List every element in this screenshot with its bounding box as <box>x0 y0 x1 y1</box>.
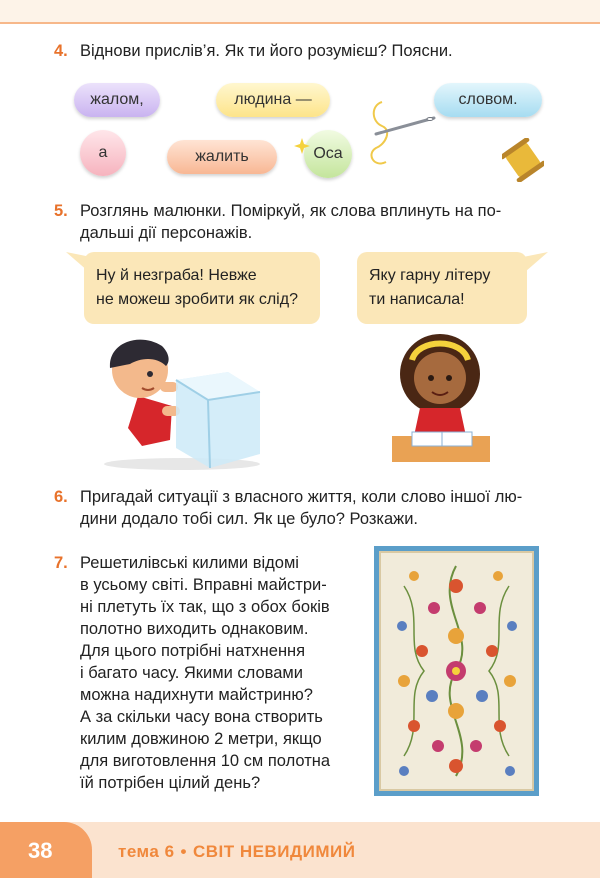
thread-spool-icon <box>502 138 544 182</box>
task-number: 4. <box>54 42 68 60</box>
word-pill[interactable]: а <box>80 130 126 176</box>
boy-illustration <box>100 336 265 470</box>
task-text: Пригадай ситуації з власного життя, коли слово іншої лю- дини додало тобі сил. Як це було? Розкажи. <box>80 488 523 528</box>
word-pill[interactable]: жалить <box>167 140 277 174</box>
task-5 <box>54 200 554 244</box>
task-text: Розглянь малюнки. Поміркуй, як слова вплинуть на по- дальші дії персонажів. <box>80 202 502 242</box>
task-number: 7. <box>54 554 68 572</box>
sparkle-icon <box>292 136 312 156</box>
page-number: 38 <box>28 838 53 863</box>
task-text: Віднови прислів’я. Як ти його розумієш? Поясни. <box>80 42 453 60</box>
separator-dot: • <box>180 842 187 861</box>
topic-label: тема 6 <box>118 842 175 861</box>
word-pill[interactable]: Оса <box>304 130 352 178</box>
needle-thread-icon <box>360 96 450 176</box>
task-4 <box>54 40 554 62</box>
footer-topic <box>118 842 355 862</box>
word-pill[interactable]: людина — <box>216 83 330 117</box>
word-pill[interactable]: жалом, <box>74 83 160 117</box>
speech-bubble-right: Яку гарну літеру ти написала! <box>357 252 527 324</box>
top-band <box>0 0 600 24</box>
task-number: 6. <box>54 488 68 506</box>
word-pill[interactable]: словом. <box>434 83 542 117</box>
girl-illustration <box>388 332 493 464</box>
task-6 <box>54 486 554 530</box>
reshetylivka-carpet-image <box>374 546 539 796</box>
topic-title: СВІТ НЕВИДИМИЙ <box>193 842 356 861</box>
speech-bubble-left: Ну й незграба! Невже не можеш зробити як слід? <box>84 252 320 324</box>
task-7 <box>54 552 354 796</box>
task-number: 5. <box>54 202 68 220</box>
task-text: Решетилівські килими відомі в усьому світі. Вправні майстри- ні плетуть їх так, що з обох боків полотно виходить однаковим. Для цього потрібні натхнення і багато часу. Якими словами можна надихнути майстриню? А за скільки часу вона створить килим довжиною 2 метри, якщо для виготовлення 10 см полотна їй потрібен цілий день? <box>80 554 331 792</box>
